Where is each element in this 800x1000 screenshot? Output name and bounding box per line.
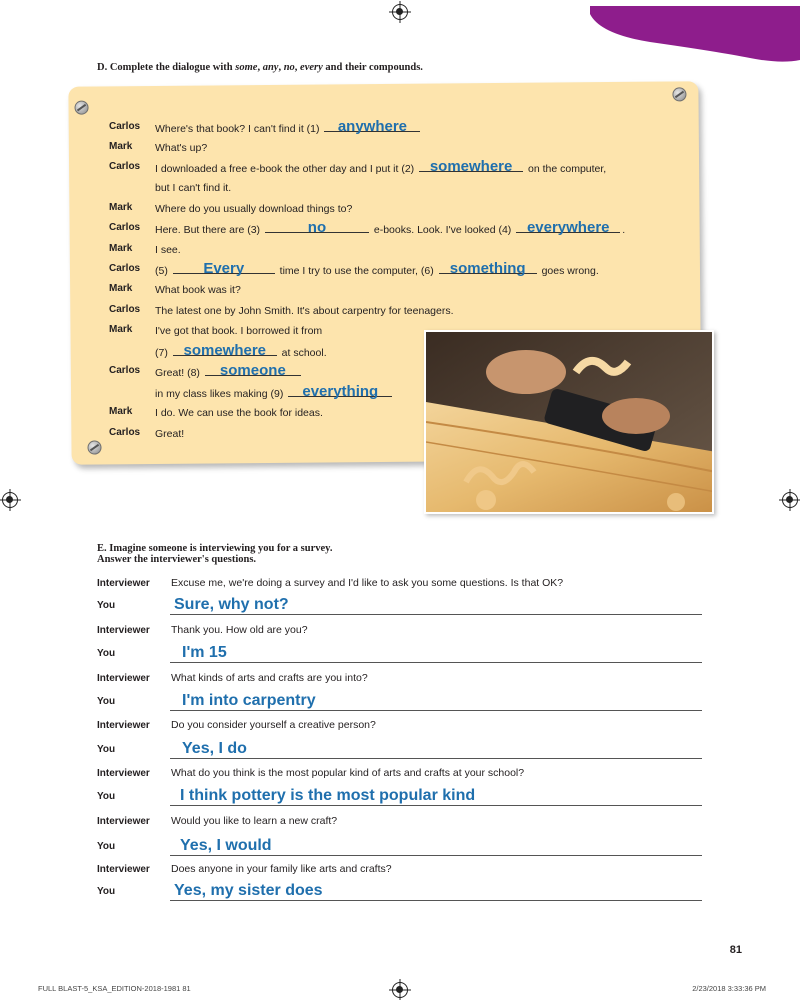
speaker: You <box>97 648 116 659</box>
interview-question-row <box>0 620 800 642</box>
answer-blank <box>439 260 537 277</box>
speaker: Interviewer <box>97 625 150 636</box>
dialogue-line: Carlos Great! (8) someone <box>0 362 800 382</box>
dialogue-line: in my class likes making (9) everything <box>0 383 800 403</box>
interview-answer-row <box>0 691 800 713</box>
answer-line <box>170 900 702 901</box>
dialogue-line: Mark I do. We can use the book for ideas. <box>109 406 323 419</box>
answer: I'm 15 <box>182 644 227 661</box>
answer-blank <box>205 362 301 379</box>
answer: Every <box>203 260 245 277</box>
speaker: Mark <box>109 283 133 294</box>
speaker: Mark <box>109 243 133 254</box>
dialogue-line: Carlos Here. But there are (3) no e-books. Look. I've looked (4) everywhere . <box>109 219 626 236</box>
print-slug-right: 2/23/2018 3:33:36 PM <box>692 984 766 993</box>
question: Excuse me, we're doing a survey and I'd like to ask you some questions. Is that OK? <box>171 577 564 589</box>
dialogue-line: Carlos The latest one by John Smith. It's about carpentry for teenagers. <box>109 304 454 317</box>
speaker: Mark <box>109 406 133 417</box>
answer: Sure, why not? <box>174 596 289 613</box>
registration-mark-icon <box>392 4 408 20</box>
registration-mark-icon <box>392 982 408 998</box>
interview-answer-row <box>0 595 800 617</box>
answer-blank <box>265 219 369 236</box>
answer-blank <box>324 118 420 135</box>
answer: I think pottery is the most popular kind <box>180 787 476 804</box>
speaker: You <box>97 886 116 897</box>
answer: Yes, my sister does <box>174 882 323 899</box>
dialogue-line: but I can't find it. <box>155 182 232 194</box>
speaker: Interviewer <box>97 768 150 779</box>
answer: something <box>449 260 526 277</box>
page-number: 81 <box>729 944 742 956</box>
dialogue-line: Mark I see. <box>109 243 181 256</box>
answer-blank <box>419 158 523 175</box>
speaker: Interviewer <box>97 816 150 827</box>
answer-blank <box>173 260 275 277</box>
speaker: Carlos <box>109 121 141 132</box>
speaker: Interviewer <box>97 864 150 875</box>
dialogue-line: Carlos Where's that book? I can't find it (1) anywhere <box>0 118 800 138</box>
answer: somewhere <box>183 342 267 359</box>
answer: everything <box>302 383 379 400</box>
dialogue-line: Mark Where do you usually download things to? <box>109 202 353 215</box>
speaker: Interviewer <box>97 673 150 684</box>
print-slug-left: FULL BLAST-5_KSA_EDITION-2018-1981 81 <box>38 984 191 993</box>
interview-answer-row <box>0 836 800 858</box>
registration-mark-icon <box>782 492 798 508</box>
question: What do you think is the most popular kind of arts and crafts at your school? <box>171 767 525 779</box>
answer-line <box>170 662 702 663</box>
question: Does anyone in your family like arts and crafts? <box>171 863 392 875</box>
answer: no <box>307 219 327 236</box>
speaker: Carlos <box>109 161 141 172</box>
speaker: You <box>97 744 116 755</box>
question: Do you consider yourself a creative person? <box>171 719 376 731</box>
answer: anywhere <box>337 118 408 135</box>
speaker: You <box>97 600 116 611</box>
answer: somewhere <box>429 158 513 175</box>
answer-line <box>170 855 702 856</box>
answer-line <box>170 758 702 759</box>
question: Would you like to learn a new craft? <box>171 815 338 827</box>
speaker: You <box>97 696 116 707</box>
section-d-instruction: D. Complete the dialogue with some, any, no, every and their compounds. <box>97 62 423 73</box>
interview-answer-row <box>0 881 800 903</box>
speaker: Carlos <box>109 304 141 315</box>
answer-blank <box>288 383 392 400</box>
speaker: Carlos <box>109 263 141 274</box>
speaker: Mark <box>109 202 133 213</box>
speaker: Carlos <box>109 427 141 438</box>
interview-answer-row <box>0 643 800 665</box>
answer-line <box>170 805 702 806</box>
interview-question-row <box>0 573 800 595</box>
speaker: Mark <box>109 141 133 152</box>
interview-question-row <box>0 811 800 833</box>
question: Thank you. How old are you? <box>171 624 308 636</box>
question: What kinds of arts and crafts are you into? <box>171 672 368 684</box>
answer-blank <box>516 219 620 236</box>
interview-answer-row <box>0 786 800 808</box>
answer: I'm into carpentry <box>182 692 316 709</box>
speaker: You <box>97 841 116 852</box>
dialogue-line: Carlos Great! <box>109 427 185 440</box>
speaker: You <box>97 791 116 802</box>
screw-icon <box>672 87 686 101</box>
dialogue-line: (7) somewhere at school. <box>155 342 327 359</box>
screw-icon <box>74 101 88 115</box>
dialogue-line: Mark What's up? <box>109 141 208 154</box>
answer-line <box>170 710 702 711</box>
answer: Yes, I do <box>182 740 247 757</box>
dialogue-line: Carlos I downloaded a free e-book the other day and I put it (2) somewhere on the computer, <box>109 158 607 175</box>
purple-corner-tab <box>590 6 800 62</box>
interview-question-row <box>0 859 800 881</box>
carpentry-photo <box>424 330 714 514</box>
answer: Yes, I would <box>180 837 272 854</box>
answer: someone <box>219 362 286 379</box>
registration-mark-icon <box>2 492 18 508</box>
dialogue-line: Mark What book was it? <box>109 283 241 296</box>
answer-line <box>170 614 702 615</box>
answer: everywhere <box>526 219 610 236</box>
speaker: Interviewer <box>97 578 150 589</box>
section-e-instruction: E. Imagine someone is interviewing you for a survey. Answer the interviewer's questions. <box>97 543 333 565</box>
speaker: Carlos <box>109 222 141 233</box>
dialogue-line: Mark I've got that book. I borrowed it from <box>109 324 323 337</box>
interview-answer-row <box>0 739 800 761</box>
speaker: Mark <box>109 324 133 335</box>
interview-question-row <box>0 715 800 737</box>
speaker: Interviewer <box>97 720 150 731</box>
interview-question-row <box>0 668 800 690</box>
interview-question-row <box>0 763 800 785</box>
dialogue-line: Carlos (5) Every time I try to use the computer, (6) something goes wrong. <box>109 260 599 277</box>
speaker: Carlos <box>109 365 141 376</box>
